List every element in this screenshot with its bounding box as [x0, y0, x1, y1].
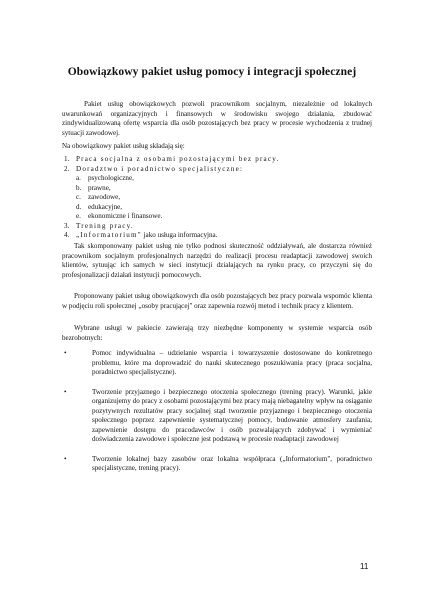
sublist-item [64, 212, 364, 222]
list-item-suffix: jako usługa informacyjna. [141, 231, 218, 239]
sublist-item-letter: d. [76, 202, 82, 211]
bullet-item [62, 455, 372, 474]
sublist-item [64, 184, 364, 194]
bullet-text: Tworzenie przyjaznego i bezpiecznego otoczenia społecznego (trening pracy). Warunki, jakie organizujemy do pracy z osobami pozostającymi bez pracy mają niebagatelny wpływ na osiąganie pozytywnych rezultatów pracy socjalnej stąd tworzenie przyjaznego i bezpiecznego otoczenia społecznego poprzez zapewnienie systematycznej pomocy, budowanie atmosfery zaufania, zapewnienie dostępu do pracodawców i osób pozwalających zdobywać i wymieniać doświadczenia zawodowe i społeczne jest podstawą w procesie readaptacji zawodowej [92, 387, 372, 443]
sublist-item-text: psychologiczne, [88, 174, 134, 182]
list-item [64, 155, 364, 165]
bullet-item [62, 349, 372, 378]
paragraph-components-intro: Wybrane usługi w pakiecie zawierają trzy niezbędne komponenty w systemie wsparcia osób bezrobotnych: [62, 324, 372, 342]
sublist-item-letter: c. [76, 193, 81, 201]
sublist-item-text: prawne, [88, 183, 111, 192]
bullet-text: Tworzenie lokalnej bazy zasobów oraz lokalna współpraca („Informatorium", poradnictwo specjalistyczne, trening pracy). [92, 454, 372, 472]
bullet-icon: • [64, 387, 67, 396]
list-item-text: Praca socjalna z osobami pozostającymi bez pracy. [76, 155, 280, 163]
list-item [64, 165, 364, 175]
bullet-icon: • [64, 349, 67, 357]
list-item-number: 4. [64, 231, 70, 239]
list-item [64, 222, 364, 232]
components-bullet-list [62, 349, 372, 484]
list-item-number: 1. [64, 155, 70, 163]
sublist-item [64, 203, 364, 213]
sublist-item-text: edukacyjne, [88, 202, 123, 211]
list-item-text: „Informatorium" [76, 231, 142, 239]
sublist-item-text: ekonomiczne i finansowe. [88, 212, 163, 220]
list-item-number: 3. [64, 221, 70, 230]
bullet-item [62, 388, 372, 445]
sublist-item-letter: b. [76, 183, 82, 192]
services-list [64, 155, 364, 241]
bullet-icon: • [64, 454, 67, 463]
page-number: 11 [360, 562, 369, 571]
bullet-text: Pomoc indywidualna – udzielanie wsparcia i towarzyszenie dostosowane do konkretnego problemu, które ma doprowadzić do nauki skutecznego poszukiwania pracy (praca socjalna, poradnictwo specjalistyczne). [92, 349, 372, 376]
sublist-item-text: zawodowe, [88, 193, 121, 201]
list-item [64, 231, 364, 241]
sublist-item-letter: e. [76, 212, 81, 220]
sublist-item-letter: a. [76, 174, 81, 182]
page-title: Obowiązkowy pakiet usług pomocy i integracji społecznej [67, 66, 357, 78]
paragraph-proposed-package: Proponowany pakiet usług obowiązkowych dla osób pozostających bez pracy pozwala wspomóc klienta w podjęciu roli społecznej „osoby pracującej" oraz zapewnia rozwój metod i technik pracy z klientem. [62, 292, 372, 310]
list-item-text: Trening pracy. [76, 221, 134, 230]
list-item-text: Doradztwo i poradnictwo specjalistyczne: [76, 164, 244, 173]
paragraph-list-intro: Na obowiązkowy pakiet usług składają się: [62, 142, 185, 150]
sublist-item [64, 174, 364, 184]
paragraph-package-benefits: Tak skomponowany pakiet usług nie tylko podnosi skuteczność oddziaływań, ale dostarcza również pracownikom socjalnym profesjonalnych narzędzi do realizacji procesu readaptacji zawodowej swoich klientów, sytuując ich samych w sieci instytucji działających na rynku pracy, co przyczyni się do profesjonalizacji działań instytucji pomocowych. [62, 242, 372, 279]
list-item-number: 2. [64, 164, 70, 173]
paragraph-intro: Pakiet usług obowiązkowych pozwoli pracownikom socjalnym, niezależnie od lokalnych uwarunkowań organizacyjnych i finansowych w środowisku swojego działania, zbudować zindywidualizowaną ofertę wsparcia dla osób pozostających bez pracy w procesie wychodzenia z trudnej sytuacji zawodowej. [62, 100, 372, 137]
sublist-item [64, 193, 364, 203]
